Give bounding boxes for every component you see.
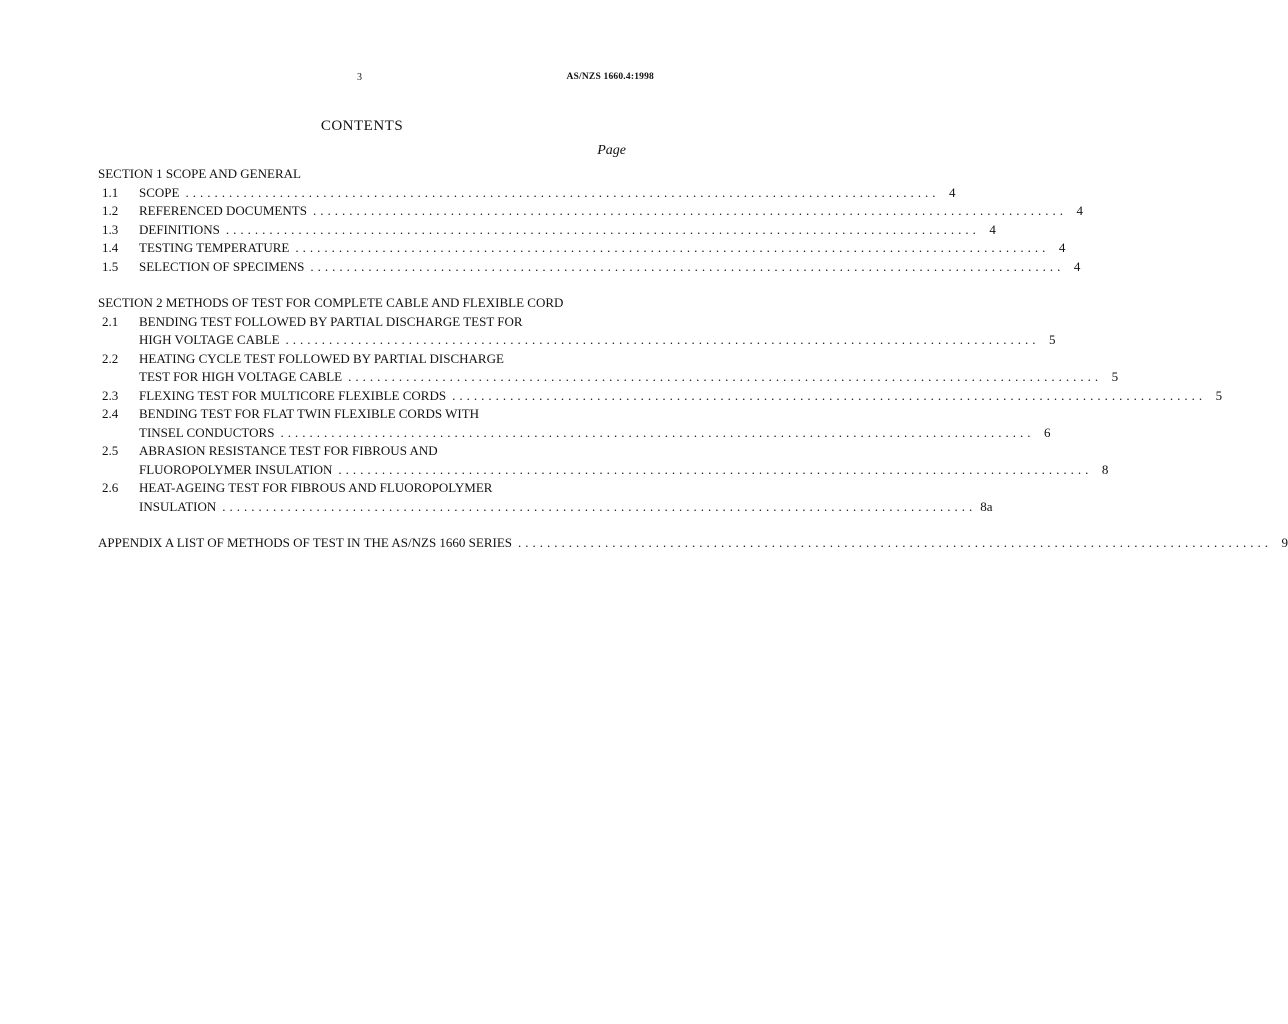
entry-number: 2.6 (102, 480, 119, 495)
entry-title-line-2: TINSEL CONDUCTORS (139, 424, 275, 440)
entry-number: 1.1 (102, 184, 119, 200)
entry-title: TESTING TEMPERATURE (139, 240, 290, 255)
entry-title: DEFINITIONS (139, 221, 220, 237)
toc-entry-1-4[interactable] (98, 239, 1066, 258)
entry-page: 8a (980, 498, 993, 514)
entry-title: REFERENCED DOCUMENTS (139, 203, 307, 218)
dot-leader: ........................................................................................................ (285, 332, 1040, 347)
dot-leader: ........................................................................................................ (312, 203, 1067, 218)
dot-leader: ........................................................................................................ (280, 424, 1035, 440)
entry-number: 1.5 (102, 258, 119, 274)
entry-page: 4 (1076, 203, 1083, 218)
entry-page: 4 (1058, 240, 1066, 255)
section-2-heading: SECTION 2 METHODS OF TEST FOR COMPLETE CABLE AND FLEXIBLE CORD (98, 295, 564, 310)
dot-leader: ........................................................................................................ (295, 240, 1050, 255)
page-number: 3 (357, 72, 362, 83)
appendix-title: APPENDIX A LIST OF METHODS OF TEST IN THE AS/NZS 1660 SERIES (98, 535, 513, 550)
dot-leader: ........................................................................................................ (225, 221, 980, 237)
entry-title-line-2: INSULATION (139, 498, 217, 514)
standard-identifier: AS/NZS 1660.4:1998 (566, 72, 654, 82)
dot-leader: ........................................................................................................ (348, 369, 1103, 384)
entry-title: FLEXING TEST FOR MULTICORE FLEXIBLE CORDS (139, 387, 447, 403)
dot-leader: ........................................................................................................ (185, 184, 940, 200)
toc-entry-1-5[interactable] (98, 258, 1081, 277)
entry-number: 2.1 (102, 313, 119, 329)
entry-number: 2.3 (102, 387, 119, 403)
entry-number: 1.2 (102, 203, 119, 218)
toc-entry-2-4[interactable] (98, 405, 1051, 442)
entry-page: 5 (1049, 332, 1056, 347)
dot-leader: ........................................................................................................ (452, 387, 1207, 403)
entry-title-line-1: HEATING CYCLE TEST FOLLOWED BY PARTIAL DISCHARGE (139, 350, 504, 366)
entry-number: 1.4 (102, 240, 119, 255)
entry-title-line-2: FLUOROPOLYMER INSULATION (139, 461, 333, 477)
toc-entry-2-3[interactable] (98, 387, 1223, 406)
entry-title: SCOPE (139, 184, 180, 200)
toc-entry-2-5[interactable] (98, 442, 1109, 479)
entry-title-line-1: BENDING TEST FOR FLAT TWIN FLEXIBLE CORDS WITH (139, 406, 480, 421)
page-column-label: Page (597, 143, 626, 158)
contents-title: CONTENTS (320, 118, 404, 134)
entry-title-line-1: BENDING TEST FOLLOWED BY PARTIAL DISCHARGE TEST FOR (139, 313, 523, 329)
toc-entry-1-3[interactable] (98, 221, 996, 240)
section-spacer (98, 276, 626, 294)
toc-entry-2-1[interactable] (98, 313, 1056, 350)
entry-page: 5 (1111, 369, 1119, 384)
appendix-page: 9 (1281, 535, 1288, 550)
entry-title-line-2: HIGH VOLTAGE CABLE (139, 332, 280, 347)
entry-title-line-1: ABRASION RESISTANCE TEST FOR FIBROUS AND (139, 443, 438, 458)
entry-title-line-2: TEST FOR HIGH VOLTAGE CABLE (139, 369, 343, 384)
entry-page: 5 (1215, 387, 1223, 403)
entry-number: 2.4 (102, 406, 119, 421)
entry-page: 4 (948, 184, 956, 200)
toc-entry-2-6[interactable] (98, 479, 993, 516)
toc-entry-1-2[interactable] (98, 202, 1083, 221)
toc-appendix-a[interactable] (98, 534, 1288, 553)
dot-leader: ........................................................................................................ (222, 498, 977, 514)
entry-page: 6 (1043, 424, 1051, 440)
entry-number: 2.2 (102, 350, 119, 366)
entry-title-line-1: HEAT-AGEING TEST FOR FIBROUS AND FLUOROPOLYMER (139, 480, 493, 495)
entry-page: 8 (1101, 461, 1109, 477)
entry-number: 2.5 (102, 443, 119, 458)
section-1-heading: SECTION 1 SCOPE AND GENERAL (98, 166, 301, 181)
entry-number: 1.3 (102, 221, 119, 237)
entry-title: SELECTION OF SPECIMENS (139, 258, 305, 274)
dot-leader: ........................................................................................................ (518, 535, 1273, 550)
entry-page: 4 (1073, 258, 1081, 274)
dot-leader: ........................................................................................................ (338, 461, 1093, 477)
toc-entry-2-2[interactable] (98, 350, 1119, 387)
toc-entry-1-1[interactable] (98, 184, 956, 203)
table-of-contents (98, 165, 1288, 553)
dot-leader: ........................................................................................................ (310, 258, 1065, 274)
entry-page: 4 (989, 221, 996, 237)
section-spacer (98, 516, 626, 534)
